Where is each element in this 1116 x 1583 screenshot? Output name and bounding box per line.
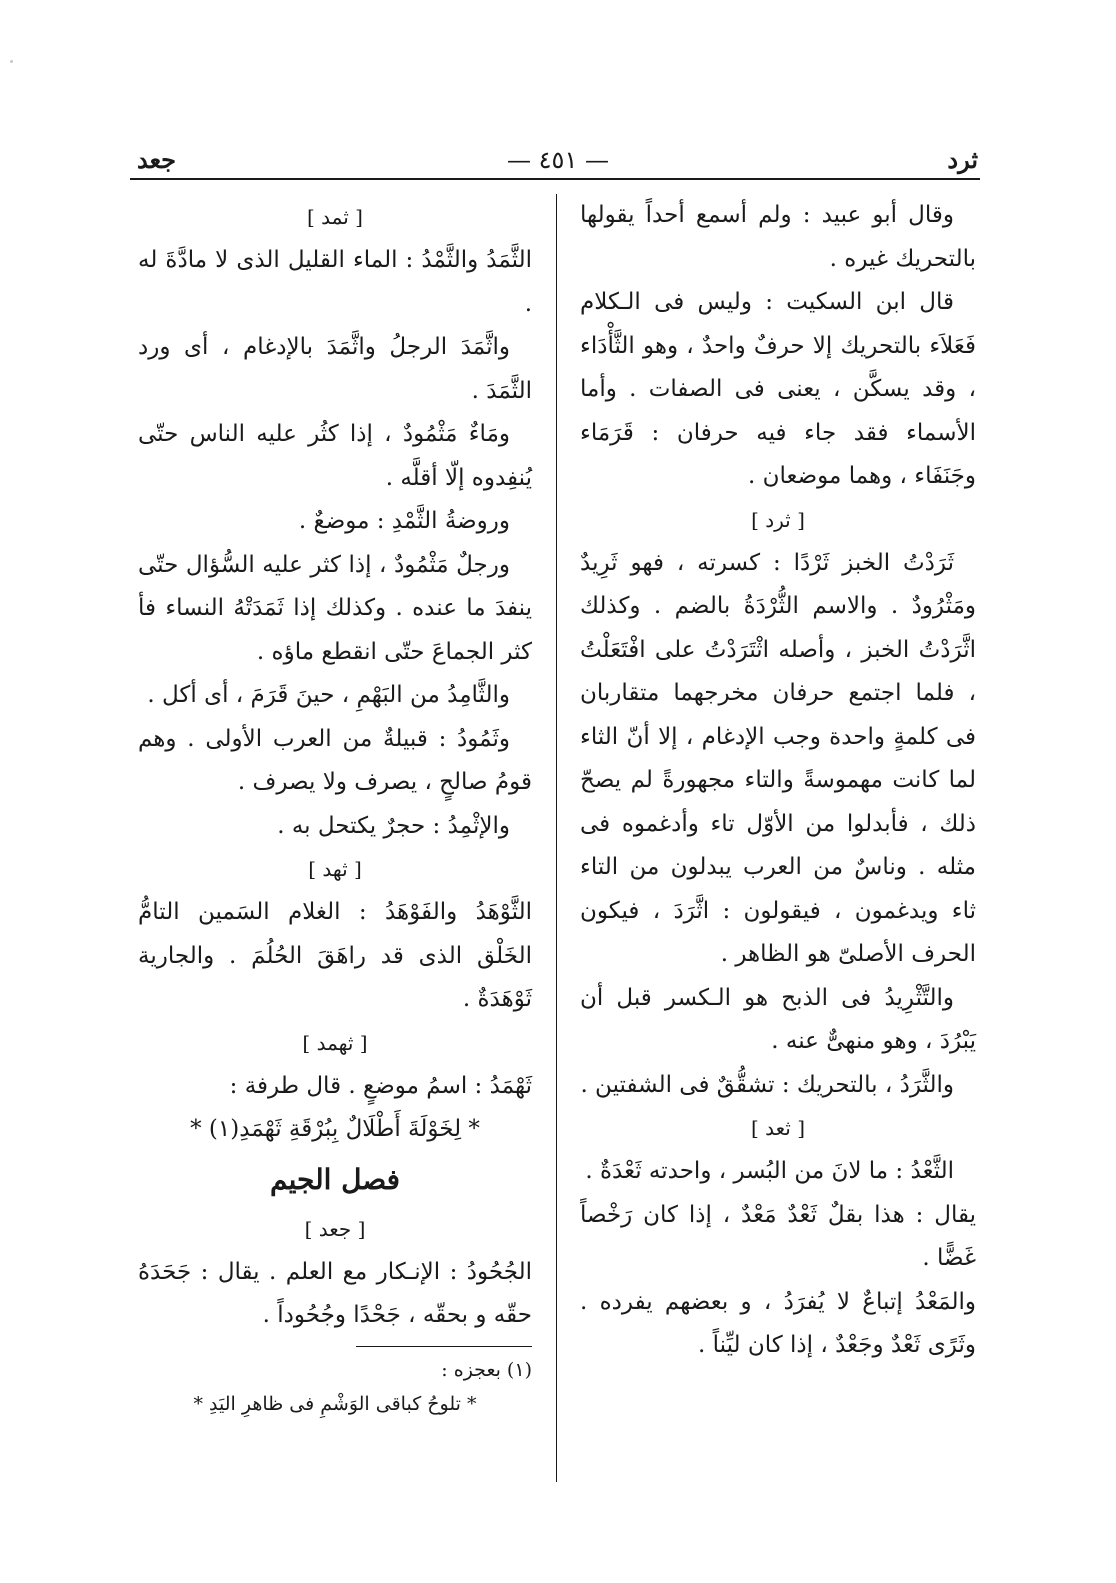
entry-heading: [ ثهمد ] — [302, 1030, 368, 1055]
entry-paragraph: الثَّعْدُ : ما لانَ من البُسر ، واحدته ثَعْدَةٌ . — [585, 1158, 954, 1184]
left-column — [138, 196, 532, 1421]
header-rule — [130, 178, 980, 180]
entry-paragraph: والإثْمِدُ : حجرٌ يكتحل به . — [277, 812, 510, 839]
entry-paragraph: ورجلٌ مَثْمُودٌ ، إذا كثر عليه السُّؤال حتّى ينفدَ ما عنده . وكذلك إذا ثَمَدَتْهُ النساء فأ كثر الجماعَ حتّى انقطع ماؤه . — [138, 551, 532, 665]
entry-heading: [ ثعد ] — [750, 1116, 806, 1140]
running-head-left: جعد — [137, 145, 177, 174]
entry-paragraph: والثَّامِدُ من البَهْمِ ، حينَ قَرَمَ ، أى أكل . — [147, 682, 510, 708]
entry-paragraph: وروضةُ الثَّمْدِ : موضعٌ . — [298, 508, 510, 534]
entry-paragraph: ومَاءٌ مَثْمُودٌ ، إذا كثُر عليه الناس حتّى يُنفِدوه إلّا أقلَّه . — [138, 421, 532, 491]
entry-paragraph: واثَّمَدَ الرجلُ واثَّمَدَ بالإدغام ، أى ورد الثَّمَدَ . — [138, 334, 532, 404]
footnote-label: (١) بعجزه : — [441, 1358, 532, 1381]
entry-paragraph: وقال أبو عبيد : ولم أسمع أحداً يقولها بالتحريك غيره . — [580, 202, 976, 272]
entry-heading: [ ثهد ] — [308, 857, 362, 881]
entry-heading: [ جعد ] — [304, 1216, 366, 1241]
page-number: — ٤٥١ — — [507, 146, 609, 174]
entry-paragraph: والمَعْدُ إتباعٌ لا يُفرَدُ ، و بعضهم يفرده . وثَرًى ثَعْدٌ وجَعْدٌ ، إذا كان ليِّناً . — [580, 1288, 976, 1358]
entry-heading: [ ثرد ] — [751, 507, 805, 532]
entry-paragraph: وثَمُودُ : قبيلةٌ من العرب الأولى . وهم قومُ صالحٍ ، يصرف ولا يصرف . — [138, 725, 532, 795]
entry-paragraph: والتَّثْرِيدُ فى الذبح هو الـكسر قبل أن يَبْرُدَ ، وهو منهىٌّ عنه . — [580, 984, 976, 1054]
right-column — [580, 194, 976, 1368]
entry-paragraph: ثَرَدْتُ الخبز ثَرْدًا : كسرته ، فهو ثَرِيدٌ ومَثْرُودٌ . والاسم الثُّرْدَةُ بالضم . وكذلك اثَّرَدْتُ الخبز ، وأصله اثْتَرَدْتُ على افْتَعَلْتُ ، فلما اجتمع حرفان مخرجهما متقاربان فى كلمةٍ واحدة وجب الإدغام ، إلا أنّ الثاء لما كانت مهموسةً والتاء مجهورةً لم يصحّ ذلك ، فأبدلوا من الأوّل تاء وأدغموه فى مثله . وناسٌ من العرب يبدلون من التاء ثاء ويدغمون ، فيقولون : اثَّرَدَ ، فيكون الحرف الأصلىّ هو الظاهر . — [580, 549, 976, 967]
entry-paragraph: الثَّوْهَدُ والفَوْهَدُ : الغلام السَمين التامُّ الخَلْق الذى قد راهَقَ الحُلُمَ . والجارية ثَوْهَدَةٌ . — [138, 899, 532, 1012]
entry-paragraph: يقال : هذا بقلٌ ثَعْدٌ مَعْدٌ ، إذا كان رَخْصاً غَضًّا . — [580, 1201, 976, 1271]
running-head-right: ثرد — [947, 145, 978, 174]
entry-paragraph: والثَّرَدُ ، بالتحريك : تشقُّقٌ فى الشفتين . — [580, 1071, 954, 1098]
footnote-verse: * تلوحُ كباقى الوَشْمِ فى ظاهرِ اليَدِ * — [193, 1392, 477, 1415]
entry-paragraph: قال ابن السكيت : وليس فى الـكلام فَعَلاَء بالتحريك إلا حرفٌ واحدٌ ، وهو الثَّأْدَاء ، وقد يسكَّن ، يعنى فى الصفات . وأما الأسماء فقد جاء فيه حرفان : قَرَمَاء وجَنَفَاء ، وهما موضعان . — [580, 289, 976, 489]
footnote-rule — [356, 1346, 532, 1347]
entry-heading: [ ثمد ] — [307, 205, 363, 229]
entry-paragraph: الجُحُودُ : الإنـكار مع العلم . يقال : جَحَدَهُ حقّه و بحقّه ، جَحْدًا وجُحُوداً . — [138, 1258, 532, 1328]
entry-paragraph: ثَهْمَدُ : اسمُ موضعٍ . قال طرفة : — [229, 1072, 532, 1099]
scan-speck — [10, 60, 13, 63]
section-heading: فصل الجيم — [269, 1162, 401, 1196]
entry-paragraph: الثَّمَدُ والثَّمْدُ : الماء القليل الذى لا مادَّةَ له . — [138, 247, 532, 317]
column-divider — [556, 194, 557, 1482]
verse-line: * لِخَوْلَةَ أَطْلَالٌ بِبُرْقَةِ ثَهْمَدِ(١) * — [190, 1116, 480, 1142]
